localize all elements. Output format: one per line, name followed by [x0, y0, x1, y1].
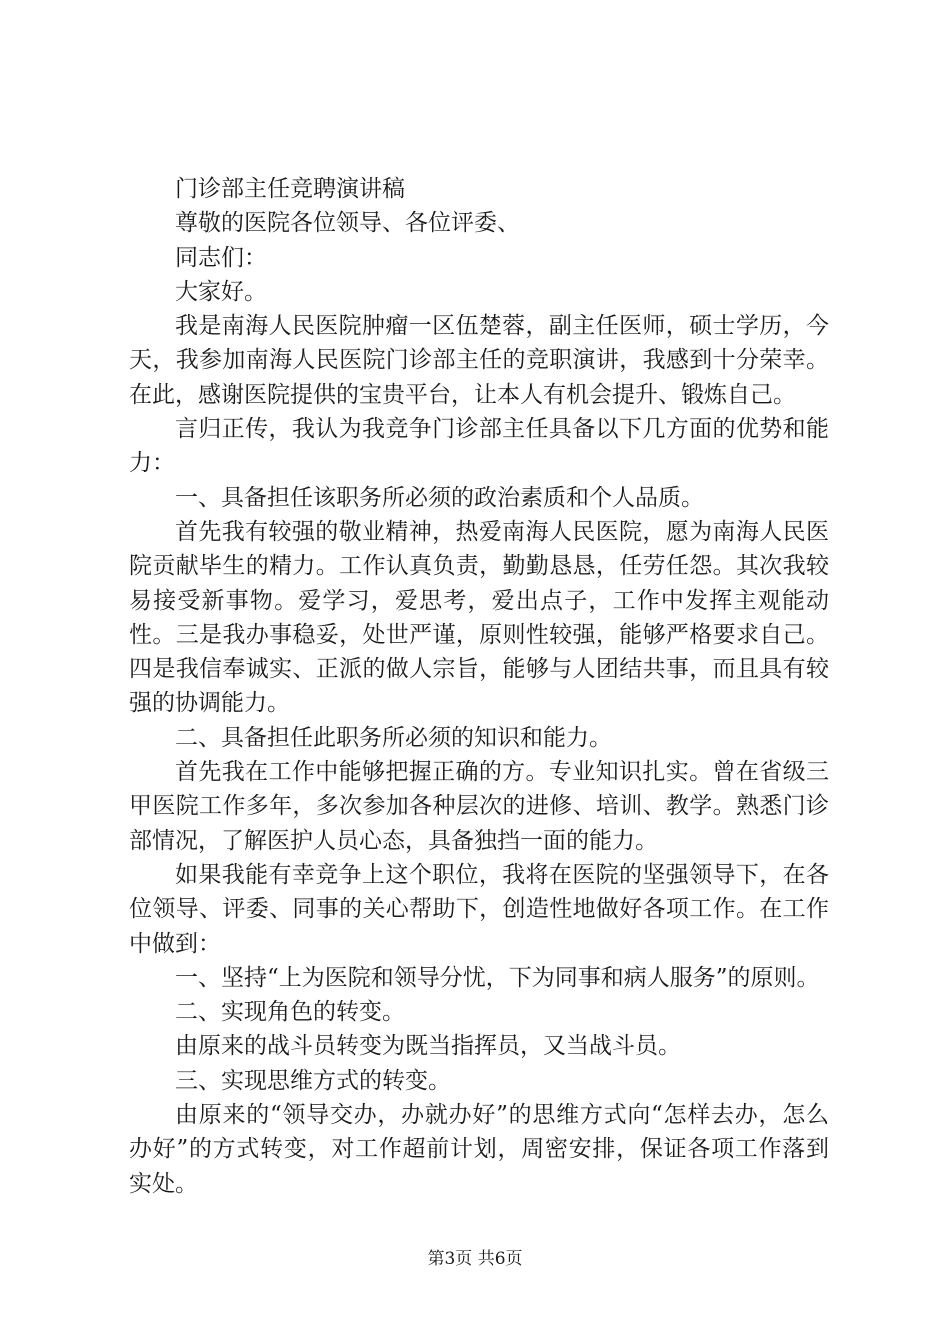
page-number-footer: 第3页 共6页: [427, 1249, 523, 1269]
paragraph-qualities: 首先我有较强的敬业精神，热爱南海人民医院，愿为南海人民医院贡献毕生的精力。工作认真负责，勤勤恳恳，任劳任怨。其次我较易接受新事物。爱学习，爱思考，爱出点子，工作中发挥主观能动性。三是我办事稳妥，处世严谨，原则性较强，能够严格要求自己。四是我信奉诚实、正派的做人宗旨，能够与人团结共事，而且具有较强的协调能力。: [129, 518, 829, 717]
greeting: 大家好。: [175, 278, 267, 305]
salutation-line-1: 尊敬的医院各位领导、各位评委、: [175, 210, 520, 237]
document-title: 门诊部主任竞聘演讲稿: [175, 176, 405, 202]
salutation-line-2: 同志们：: [175, 244, 267, 271]
heading-thinking-change: 三、实现思维方式的转变。: [175, 1067, 451, 1094]
document-body: [129, 172, 829, 1201]
paragraph-role-change: 由原来的战斗员转变为既当指挥员，又当战斗员。: [175, 1033, 681, 1060]
paragraph-commitment: 如果我能有幸竞争上这个职位，我将在医院的坚强领导下，在各位领导、评委、同事的关心帮助下，创造性地做好各项工作。在工作中做到：: [129, 861, 829, 957]
paragraph-thinking-change: 由原来的“领导交办，办就办好”的思维方式向“怎样去办，怎么办好”的方式转变，对工作超前计划，周密安排，保证各项工作落到实处。: [129, 1102, 829, 1197]
heading-section-1: 一、具备担任该职务所必须的政治素质和个人品质。: [175, 484, 704, 511]
heading-role-change: 二、实现角色的转变。: [175, 999, 405, 1026]
heading-section-2: 二、具备担任此职务所必须的知识和能力。: [175, 724, 612, 751]
heading-principle: 一、坚持“上为医院和领导分忧，下为同事和病人服务”的原则。: [175, 964, 820, 991]
paragraph-transition: 言归正传，我认为我竞争门诊部主任具备以下几方面的优势和能力：: [129, 416, 829, 477]
paragraph-knowledge: 首先我在工作中能够把握正确的方。专业知识扎实。曾在省级三甲医院工作多年，多次参加各种层次的进修、培训、教学。熟悉门诊部情况，了解医护人员心态，具备独挡一面的能力。: [129, 759, 829, 854]
paragraph-introduction: 我是南海人民医院肿瘤一区伍楚蓉，副主任医师，硕士学历，今天，我参加南海人民医院门诊部主任的竞职演讲，我感到十分荣幸。在此，感谢医院提供的宝贵平台，让本人有机会提升、锻炼自己。: [129, 313, 829, 408]
